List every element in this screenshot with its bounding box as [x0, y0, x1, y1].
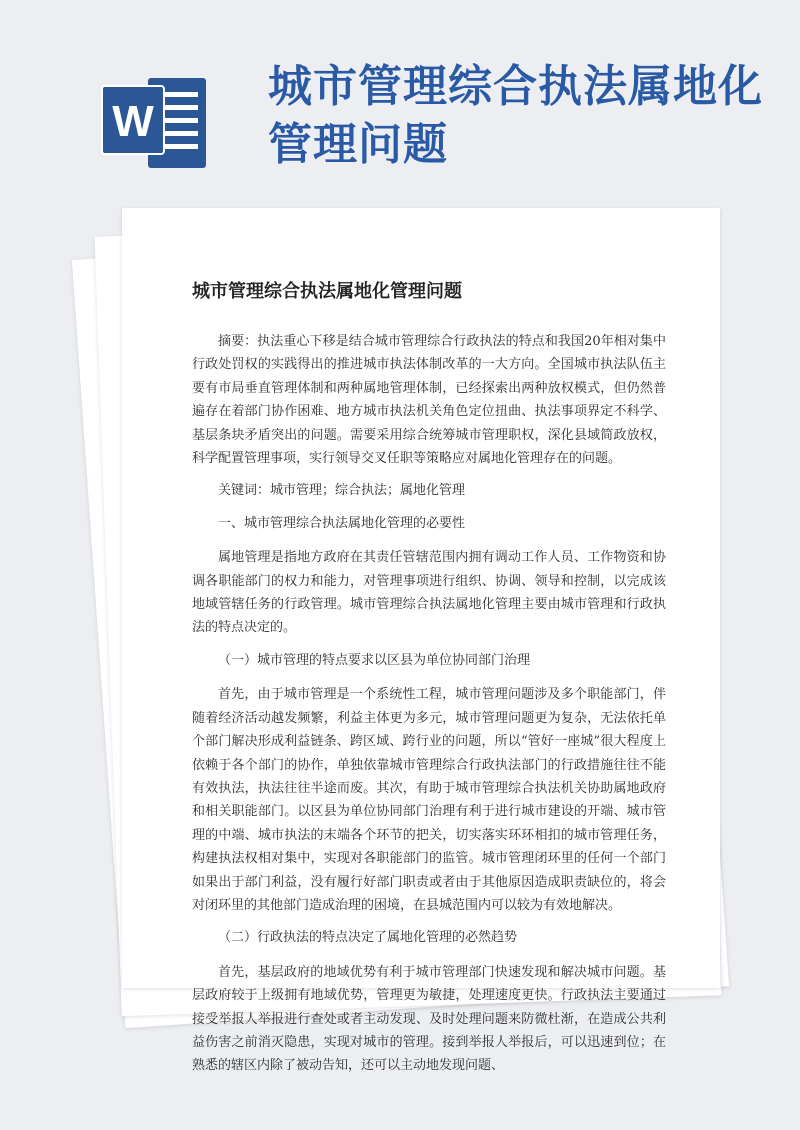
body-paragraph: 属地管理是指地方政府在其责任管辖范围内拥有调动工作人员、工作物资和协调各职能部门的权力和能力，对管理事项进行组织、协调、领导和控制，以完成该地域管辖任务的行政管理。城市管理综合执法属地化管理主要由城市管理和行政执法的特点决定的。	[192, 550, 666, 636]
word-icon-line	[162, 118, 198, 123]
subsection-heading: （二）行政执法的特点决定了属地化管理的必然趋势	[218, 930, 518, 946]
document-title: 城市管理综合执法属地化管理问题	[192, 281, 462, 302]
word-icon-line	[162, 131, 198, 136]
word-icon-line	[162, 92, 198, 97]
keywords-line: 关键词：城市管理；综合执法；属地化管理	[218, 483, 466, 499]
word-icon-letter: W	[112, 97, 154, 146]
page-title: 城市管理综合执法属地化管理问题	[268, 61, 763, 170]
section-heading: 一、城市管理综合执法属地化管理的必要性	[218, 515, 466, 531]
abstract-paragraph: 摘要：执法重心下移是结合城市管理综合行政执法的特点和我国20年相对集中行政处罚权的实践得出的推进城市执法体制改革的一大方向。全国城市执法队伍主要有市局垂直管理体制和两种属地管理体制，已经探索出两种放权模式，但仍然普遍存在着部门协作困难、地方城市执法机关角色定位扭曲、执法事项界定不科学、基层条块矛盾突出的问题。需要采用综合统筹城市管理职权，深化县域简政放权，科学配置管理事项，实行领导交叉任职等策略应对属地化管理存在的问题。	[192, 334, 666, 467]
body-paragraph: 首先，基层政府的地域优势有利于城市管理部门快速发现和解决城市问题。基层政府较于上级拥有地域优势，管理更为敏捷，处理速度更快。行政执法主要通过接受举报人举报进行查处或者主动发现、及时处理问题来防微杜渐，在造成公共利益伤害之前消灭隐患，实现对城市的管理。接到举报人举报后，可以迅速到位；在熟悉的辖区内除了被动告知，还可以主动地发现问题、	[192, 964, 666, 1074]
document-body	[192, 278, 666, 1087]
word-document-icon	[100, 72, 210, 172]
subsection-heading: （一）城市管理的特点要求以区县为单位协同部门治理	[218, 652, 531, 668]
body-paragraph: 首先，由于城市管理是一个系统性工程，城市管理问题涉及多个职能部门，伴随着经济活动越发频繁，利益主体更为多元，城市管理问题更为复杂，无法依托单个部门解决形成利益链条、跨区域、跨行业的问题，所以“管好一座城”很大程度上依赖于各个部门的协作，单独依靠城市管理综合行政执法部门的行政措施往往不能有效执法，执法往往半途而废。其次，有助于城市管理综合执法机关协助属地政府和相关职能部门。以区县为单位协同部门治理有利于进行城市建设的开端、城市管理的中端、城市执法的末端各个环节的把关，切实落实环环相扣的城市管理任务，构建执法权相对集中，实现对各职能部门的监管。城市管理闭环里的任何一个部门如果出于部门利益，没有履行好部门职责或者由于其他原因造成职责缺位的，将会对闭环里的其他部门造成治理的困境，在县城范围内可以较为有效地解决。	[192, 687, 666, 913]
word-icon-line	[162, 105, 198, 110]
word-icon-line	[162, 144, 198, 149]
